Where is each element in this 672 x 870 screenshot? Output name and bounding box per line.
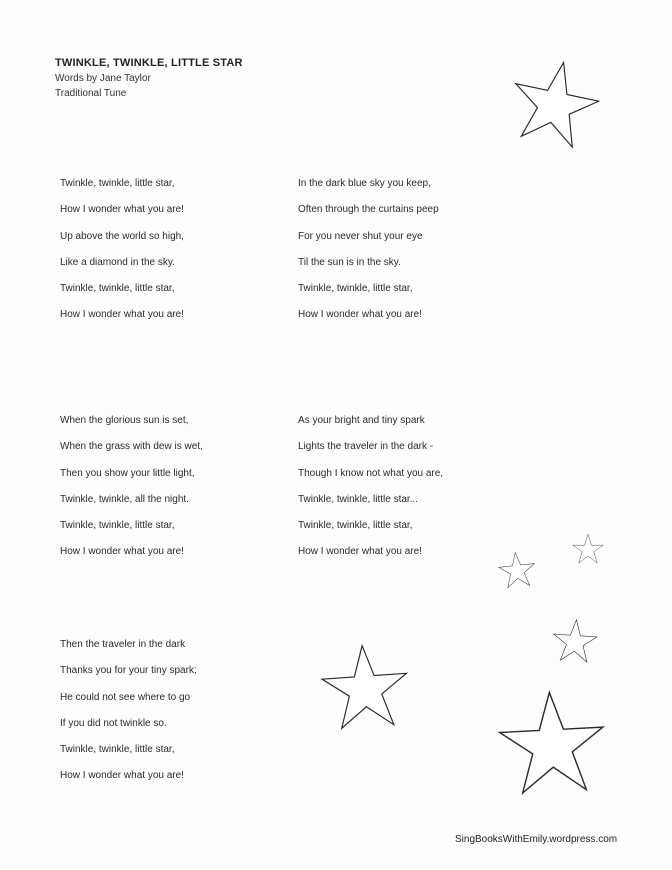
verse-2 [298, 171, 439, 329]
verse-1 [60, 171, 184, 329]
lyric-line: Twinkle, twinkle, all the night. [60, 493, 189, 505]
lyric-line: Twinkle, twinkle, little star, [298, 283, 413, 295]
verse-4 [298, 408, 443, 566]
star-outline-icon [510, 58, 600, 148]
lyric-line: He could not see where to go [60, 691, 191, 703]
star-shape [505, 54, 605, 151]
star-outline-icon [320, 642, 410, 732]
lyric-line: How I wonder what you are! [60, 204, 184, 216]
lyric-line: How I wonder what you are! [298, 546, 422, 558]
verse-3 [60, 408, 203, 566]
lyric-line: Twinkle, twinkle, little star, [60, 178, 175, 189]
lyric-line: Twinkle, twinkle, little star, [60, 744, 175, 756]
lyric-line: If you did not twinkle so. [60, 717, 167, 729]
lyric-line: Then the traveler in the dark [60, 639, 186, 650]
lyric-line: Up above the world so high, [60, 230, 184, 242]
lyric-line: In the dark blue sky you keep, [298, 178, 431, 189]
lyric-line: Til the sun is in the sky. [298, 256, 401, 268]
lyric-line: As your bright and tiny spark [298, 415, 425, 426]
lyric-line: For you never shut your eye [298, 230, 423, 242]
star-outline-icon [552, 618, 598, 664]
lyric-line: Twinkle, twinkle, little star, [298, 520, 413, 532]
lyric-line: When the glorious sun is set, [60, 415, 189, 426]
lyric-line: Twinkle, twinkle, little star, [60, 283, 175, 295]
lyric-line: Twinkle, twinkle, little star, [60, 520, 175, 532]
star-shape [320, 643, 410, 730]
lyric-line: Twinkle, twinkle, little star... [298, 493, 419, 505]
star-outline-icon [492, 688, 612, 798]
star-shape [573, 534, 603, 563]
lyric-line: Lights the traveler in the dark - [298, 441, 434, 453]
star-shape [497, 551, 536, 589]
star-outline-icon [498, 551, 536, 589]
website-credit: SingBooksWithEmily.wordpress.com [455, 834, 618, 845]
lyric-line: How I wonder what you are! [60, 770, 184, 782]
lyric-line: How I wonder what you are! [60, 309, 184, 321]
lyric-line: Thanks you for your tiny spark; [60, 665, 197, 677]
lyricist-credit: Words by Jane Taylor [55, 73, 151, 84]
tune-credit: Traditional Tune [55, 88, 127, 99]
lyric-line: How I wonder what you are! [298, 309, 422, 321]
verse-5 [60, 632, 197, 790]
star-outline-icon [572, 533, 604, 565]
lyric-line: How I wonder what you are! [60, 546, 184, 558]
lyric-line: Though I know not what you are, [298, 467, 444, 479]
star-shape [498, 690, 606, 794]
lyric-line: Like a diamond in the sky. [60, 256, 175, 268]
song-title: TWINKLE, TWINKLE, LITTLE STAR [55, 57, 243, 69]
song-header [55, 55, 243, 101]
lyric-line: Often through the curtains peep [298, 204, 439, 216]
lyric-line: When the grass with dew is wet, [60, 441, 203, 453]
star-shape [552, 618, 598, 662]
lyric-line: Then you show your little light, [60, 467, 195, 479]
